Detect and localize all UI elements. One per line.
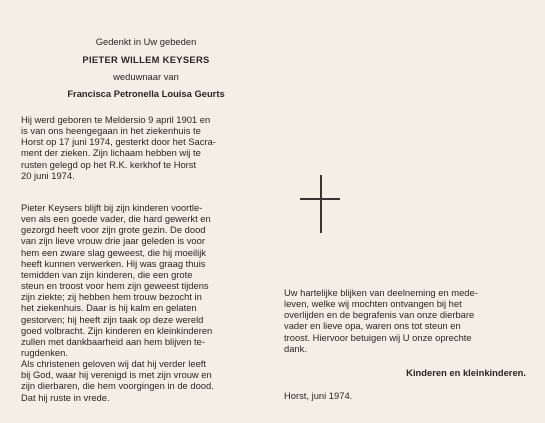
text-line: vader en lieve opa, waren ons tot steun en	[284, 320, 461, 332]
text-line: overlijden en de begrafenis van onze dierbare	[284, 309, 475, 321]
text-line: is van ons heengegaan in het ziekenhuis te	[21, 125, 201, 137]
text-line: gestorven; hij heeft zijn taak op deze wereld	[21, 313, 204, 325]
thanks-paragraph	[284, 287, 534, 354]
text-line: Als christenen geloven wij dat hij verder leeft	[21, 358, 206, 370]
text-line: gezorgd heeft voor zijn grote gezin. De dood	[21, 224, 206, 236]
text-line: zijn dierbaren, die hem voorgingen in de dood.	[21, 380, 214, 392]
text-line: Dat hij ruste in vrede.	[21, 391, 110, 403]
text-line: het ziekenhuis. Daar is hij kalm en gelaten	[21, 302, 197, 314]
text-line: rugdenken.	[21, 346, 68, 358]
text-line: Hij werd geboren te Meldersio 9 april 1901 en	[21, 114, 211, 125]
prayer-request: Gedenkt in Uw gebeden	[95, 36, 197, 47]
deceased-name: PIETER WILLEM KEYSERS	[82, 54, 210, 65]
text-line: troost. Hiervoor betuigen wij U onze oprechte	[284, 331, 472, 343]
text-line: heeft kunnen verwerken. Hij was graag thuis	[21, 257, 206, 269]
text-line: Horst op 17 juni 1974, gesterkt door het Sacra-	[21, 136, 216, 148]
text-line: zullen met dankbaarheid aan hem blijven te-	[21, 335, 205, 347]
text-line: goed volbracht. Zijn kinderen en kleinkinderen	[21, 324, 213, 336]
text-line: Uw hartelijke blijken van deelneming en mede-	[284, 287, 478, 298]
text-line: dank.	[284, 342, 307, 354]
text-line: zijn ziekte; zij hebben hem trouw bezocht in	[21, 291, 202, 303]
left-column	[21, 36, 271, 403]
text-line: van zijn lieve vrouw drie jaar geleden is voor	[21, 235, 205, 247]
right-column	[284, 287, 534, 401]
text-line: 20 juni 1974.	[21, 169, 75, 181]
signature: Kinderen en kleinkinderen.	[406, 366, 526, 378]
spouse-name: Francisca Petronella Louisa Geurts	[67, 88, 225, 99]
remembrance-paragraph	[21, 202, 271, 403]
text-line: ven als een goede vader, die hard gewerkt en	[21, 213, 211, 225]
place-date: Horst, juni 1974.	[284, 389, 353, 401]
text-line: ment der zieken. Zijn lichaam hebben wij te	[21, 147, 201, 159]
relation-text: weduwnaar van	[113, 71, 179, 82]
text-line: hem een zware slag geweest, die hij moeilijk	[21, 246, 206, 258]
text-line: rusten gelegd op het R.K. kerkhof te Horst	[21, 158, 197, 170]
text-line: temidden van zijn kinderen, die een grote	[21, 268, 193, 280]
text-line: Pieter Keysers blijft bij zijn kinderen voortle-	[21, 201, 203, 213]
text-line: bij God, waar hij verenigd is met zijn vrouw en	[21, 369, 212, 381]
biography-paragraph	[21, 114, 271, 181]
cross-icon	[300, 175, 340, 233]
text-line: steun en troost voor hem zijn geweest tijdens	[21, 280, 209, 292]
text-line: leven, welke wij mochten ontvangen bij het	[284, 298, 462, 310]
